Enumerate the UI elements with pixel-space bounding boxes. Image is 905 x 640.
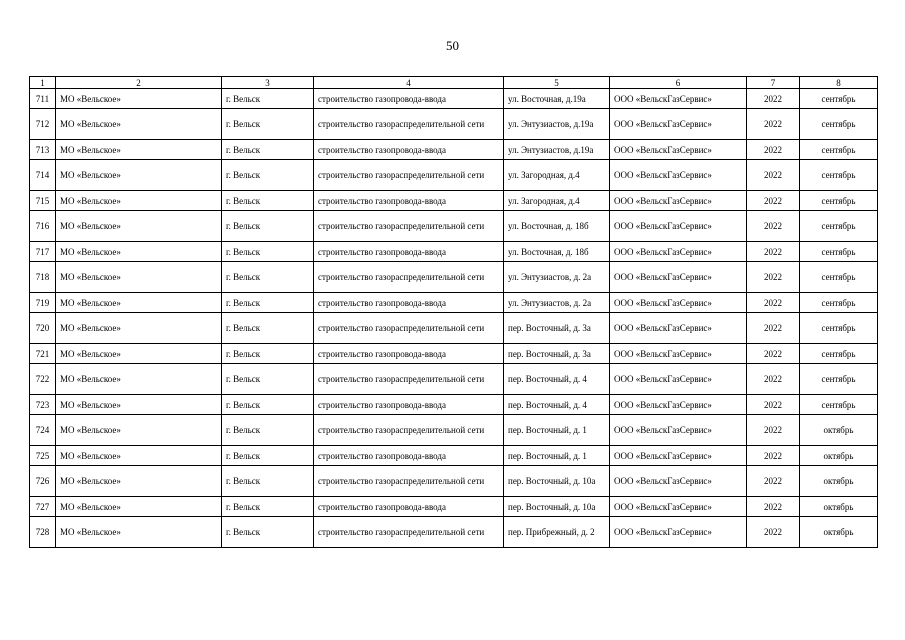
municipality-cell: МО «Вельское»	[56, 364, 222, 395]
month-cell: сентябрь	[800, 140, 878, 160]
column-header-3: 3	[222, 77, 314, 89]
contractor-cell: ООО «ВельскГазСервис»	[610, 242, 747, 262]
work-type-cell: строительство газопровода-ввода	[314, 191, 504, 211]
year-cell: 2022	[747, 364, 800, 395]
row-number-cell: 718	[30, 262, 56, 293]
work-type-cell: строительство газопровода-ввода	[314, 140, 504, 160]
municipality-cell: МО «Вельское»	[56, 395, 222, 415]
row-number-cell: 716	[30, 211, 56, 242]
settlement-cell: г. Вельск	[222, 395, 314, 415]
contractor-cell: ООО «ВельскГазСервис»	[610, 344, 747, 364]
contractor-cell: ООО «ВельскГазСервис»	[610, 497, 747, 517]
address-cell: пер. Восточный, д. 1	[504, 446, 610, 466]
settlement-cell: г. Вельск	[222, 364, 314, 395]
month-cell: сентябрь	[800, 89, 878, 109]
work-type-cell: строительство газопровода-ввода	[314, 242, 504, 262]
row-number-cell: 721	[30, 344, 56, 364]
address-cell: ул. Восточная, д.19а	[504, 89, 610, 109]
table-row	[30, 517, 878, 548]
table-row	[30, 497, 878, 517]
municipality-cell: МО «Вельское»	[56, 262, 222, 293]
month-cell: сентябрь	[800, 344, 878, 364]
work-type-cell: строительство газораспределительной сети	[314, 211, 504, 242]
municipality-cell: МО «Вельское»	[56, 109, 222, 140]
table-row	[30, 415, 878, 446]
work-type-cell: строительство газораспределительной сети	[314, 415, 504, 446]
year-cell: 2022	[747, 293, 800, 313]
work-type-cell: строительство газораспределительной сети	[314, 313, 504, 344]
address-cell: пер. Восточный, д. 4	[504, 364, 610, 395]
work-type-cell: строительство газопровода-ввода	[314, 344, 504, 364]
settlement-cell: г. Вельск	[222, 415, 314, 446]
work-type-cell: строительство газораспределительной сети	[314, 364, 504, 395]
municipality-cell: МО «Вельское»	[56, 313, 222, 344]
municipality-cell: МО «Вельское»	[56, 497, 222, 517]
municipality-cell: МО «Вельское»	[56, 160, 222, 191]
column-header-8: 8	[800, 77, 878, 89]
table-row	[30, 211, 878, 242]
registry-table	[29, 76, 878, 548]
municipality-cell: МО «Вельское»	[56, 140, 222, 160]
contractor-cell: ООО «ВельскГазСервис»	[610, 364, 747, 395]
table-row	[30, 395, 878, 415]
settlement-cell: г. Вельск	[222, 262, 314, 293]
work-type-cell: строительство газопровода-ввода	[314, 446, 504, 466]
municipality-cell: МО «Вельское»	[56, 344, 222, 364]
work-type-cell: строительство газораспределительной сети	[314, 109, 504, 140]
year-cell: 2022	[747, 415, 800, 446]
address-cell: ул. Энтузиастов, д. 2а	[504, 293, 610, 313]
table-body	[30, 89, 878, 548]
work-type-cell: строительство газораспределительной сети	[314, 517, 504, 548]
settlement-cell: г. Вельск	[222, 517, 314, 548]
table-row	[30, 364, 878, 395]
contractor-cell: ООО «ВельскГазСервис»	[610, 140, 747, 160]
row-number-cell: 723	[30, 395, 56, 415]
address-cell: пер. Восточный, д. 10а	[504, 497, 610, 517]
year-cell: 2022	[747, 517, 800, 548]
municipality-cell: МО «Вельское»	[56, 415, 222, 446]
address-cell: пер. Восточный, д. 3а	[504, 313, 610, 344]
contractor-cell: ООО «ВельскГазСервис»	[610, 89, 747, 109]
month-cell: октябрь	[800, 517, 878, 548]
municipality-cell: МО «Вельское»	[56, 211, 222, 242]
year-cell: 2022	[747, 140, 800, 160]
address-cell: ул. Энтузиастов, д.19а	[504, 109, 610, 140]
year-cell: 2022	[747, 89, 800, 109]
column-header-7: 7	[747, 77, 800, 89]
work-type-cell: строительство газопровода-ввода	[314, 293, 504, 313]
settlement-cell: г. Вельск	[222, 497, 314, 517]
month-cell: октябрь	[800, 466, 878, 497]
address-cell: ул. Загородная, д.4	[504, 191, 610, 211]
address-cell: пер. Восточный, д. 10а	[504, 466, 610, 497]
settlement-cell: г. Вельск	[222, 466, 314, 497]
contractor-cell: ООО «ВельскГазСервис»	[610, 415, 747, 446]
table-row	[30, 466, 878, 497]
address-cell: ул. Восточная, д. 18б	[504, 211, 610, 242]
row-number-cell: 722	[30, 364, 56, 395]
work-type-cell: строительство газопровода-ввода	[314, 395, 504, 415]
contractor-cell: ООО «ВельскГазСервис»	[610, 395, 747, 415]
settlement-cell: г. Вельск	[222, 242, 314, 262]
year-cell: 2022	[747, 497, 800, 517]
row-number-cell: 713	[30, 140, 56, 160]
address-cell: пер. Восточный, д. 4	[504, 395, 610, 415]
contractor-cell: ООО «ВельскГазСервис»	[610, 109, 747, 140]
row-number-cell: 717	[30, 242, 56, 262]
contractor-cell: ООО «ВельскГазСервис»	[610, 446, 747, 466]
page-number: 50	[446, 38, 459, 53]
row-number-cell: 726	[30, 466, 56, 497]
month-cell: октябрь	[800, 497, 878, 517]
column-header-4: 4	[314, 77, 504, 89]
header-row	[30, 77, 878, 89]
month-cell: сентябрь	[800, 262, 878, 293]
municipality-cell: МО «Вельское»	[56, 446, 222, 466]
table-row	[30, 446, 878, 466]
settlement-cell: г. Вельск	[222, 344, 314, 364]
address-cell: ул. Загородная, д.4	[504, 160, 610, 191]
settlement-cell: г. Вельск	[222, 89, 314, 109]
work-type-cell: строительство газопровода-ввода	[314, 497, 504, 517]
table-row	[30, 109, 878, 140]
table-row	[30, 160, 878, 191]
month-cell: сентябрь	[800, 109, 878, 140]
municipality-cell: МО «Вельское»	[56, 242, 222, 262]
year-cell: 2022	[747, 160, 800, 191]
table-row	[30, 89, 878, 109]
year-cell: 2022	[747, 344, 800, 364]
contractor-cell: ООО «ВельскГазСервис»	[610, 262, 747, 293]
table-row	[30, 293, 878, 313]
year-cell: 2022	[747, 262, 800, 293]
row-number-cell: 714	[30, 160, 56, 191]
table-row	[30, 344, 878, 364]
municipality-cell: МО «Вельское»	[56, 466, 222, 497]
contractor-cell: ООО «ВельскГазСервис»	[610, 466, 747, 497]
row-number-cell: 727	[30, 497, 56, 517]
year-cell: 2022	[747, 242, 800, 262]
row-number-cell: 720	[30, 313, 56, 344]
year-cell: 2022	[747, 313, 800, 344]
work-type-cell: строительство газопровода-ввода	[314, 89, 504, 109]
address-cell: ул. Энтузиастов, д.19а	[504, 140, 610, 160]
municipality-cell: МО «Вельское»	[56, 293, 222, 313]
contractor-cell: ООО «ВельскГазСервис»	[610, 293, 747, 313]
table-row	[30, 242, 878, 262]
row-number-cell: 711	[30, 89, 56, 109]
address-cell: ул. Восточная, д. 18б	[504, 242, 610, 262]
work-type-cell: строительство газораспределительной сети	[314, 466, 504, 497]
column-header-1: 1	[30, 77, 56, 89]
contractor-cell: ООО «ВельскГазСервис»	[610, 211, 747, 242]
settlement-cell: г. Вельск	[222, 293, 314, 313]
row-number-cell: 725	[30, 446, 56, 466]
contractor-cell: ООО «ВельскГазСервис»	[610, 517, 747, 548]
year-cell: 2022	[747, 466, 800, 497]
year-cell: 2022	[747, 446, 800, 466]
column-header-2: 2	[56, 77, 222, 89]
table-row	[30, 191, 878, 211]
month-cell: сентябрь	[800, 160, 878, 191]
month-cell: сентябрь	[800, 293, 878, 313]
column-header-5: 5	[504, 77, 610, 89]
contractor-cell: ООО «ВельскГазСервис»	[610, 191, 747, 211]
contractor-cell: ООО «ВельскГазСервис»	[610, 313, 747, 344]
month-cell: сентябрь	[800, 313, 878, 344]
settlement-cell: г. Вельск	[222, 109, 314, 140]
work-type-cell: строительство газораспределительной сети	[314, 160, 504, 191]
row-number-cell: 728	[30, 517, 56, 548]
address-cell: пер. Восточный, д. 1	[504, 415, 610, 446]
settlement-cell: г. Вельск	[222, 446, 314, 466]
settlement-cell: г. Вельск	[222, 191, 314, 211]
contractor-cell: ООО «ВельскГазСервис»	[610, 160, 747, 191]
year-cell: 2022	[747, 109, 800, 140]
municipality-cell: МО «Вельское»	[56, 517, 222, 548]
address-cell: ул. Энтузиастов, д. 2а	[504, 262, 610, 293]
row-number-cell: 724	[30, 415, 56, 446]
month-cell: сентябрь	[800, 395, 878, 415]
column-header-6: 6	[610, 77, 747, 89]
month-cell: сентябрь	[800, 364, 878, 395]
table-header	[30, 77, 878, 89]
table-row	[30, 313, 878, 344]
settlement-cell: г. Вельск	[222, 313, 314, 344]
table-row	[30, 140, 878, 160]
settlement-cell: г. Вельск	[222, 140, 314, 160]
work-type-cell: строительство газораспределительной сети	[314, 262, 504, 293]
month-cell: сентябрь	[800, 211, 878, 242]
settlement-cell: г. Вельск	[222, 160, 314, 191]
year-cell: 2022	[747, 211, 800, 242]
settlement-cell: г. Вельск	[222, 211, 314, 242]
row-number-cell: 712	[30, 109, 56, 140]
month-cell: сентябрь	[800, 242, 878, 262]
month-cell: октябрь	[800, 415, 878, 446]
address-cell: пер. Прибрежный, д. 2	[504, 517, 610, 548]
address-cell: пер. Восточный, д. 3а	[504, 344, 610, 364]
year-cell: 2022	[747, 395, 800, 415]
month-cell: октябрь	[800, 446, 878, 466]
table-row	[30, 262, 878, 293]
row-number-cell: 719	[30, 293, 56, 313]
row-number-cell: 715	[30, 191, 56, 211]
month-cell: сентябрь	[800, 191, 878, 211]
municipality-cell: МО «Вельское»	[56, 89, 222, 109]
year-cell: 2022	[747, 191, 800, 211]
municipality-cell: МО «Вельское»	[56, 191, 222, 211]
